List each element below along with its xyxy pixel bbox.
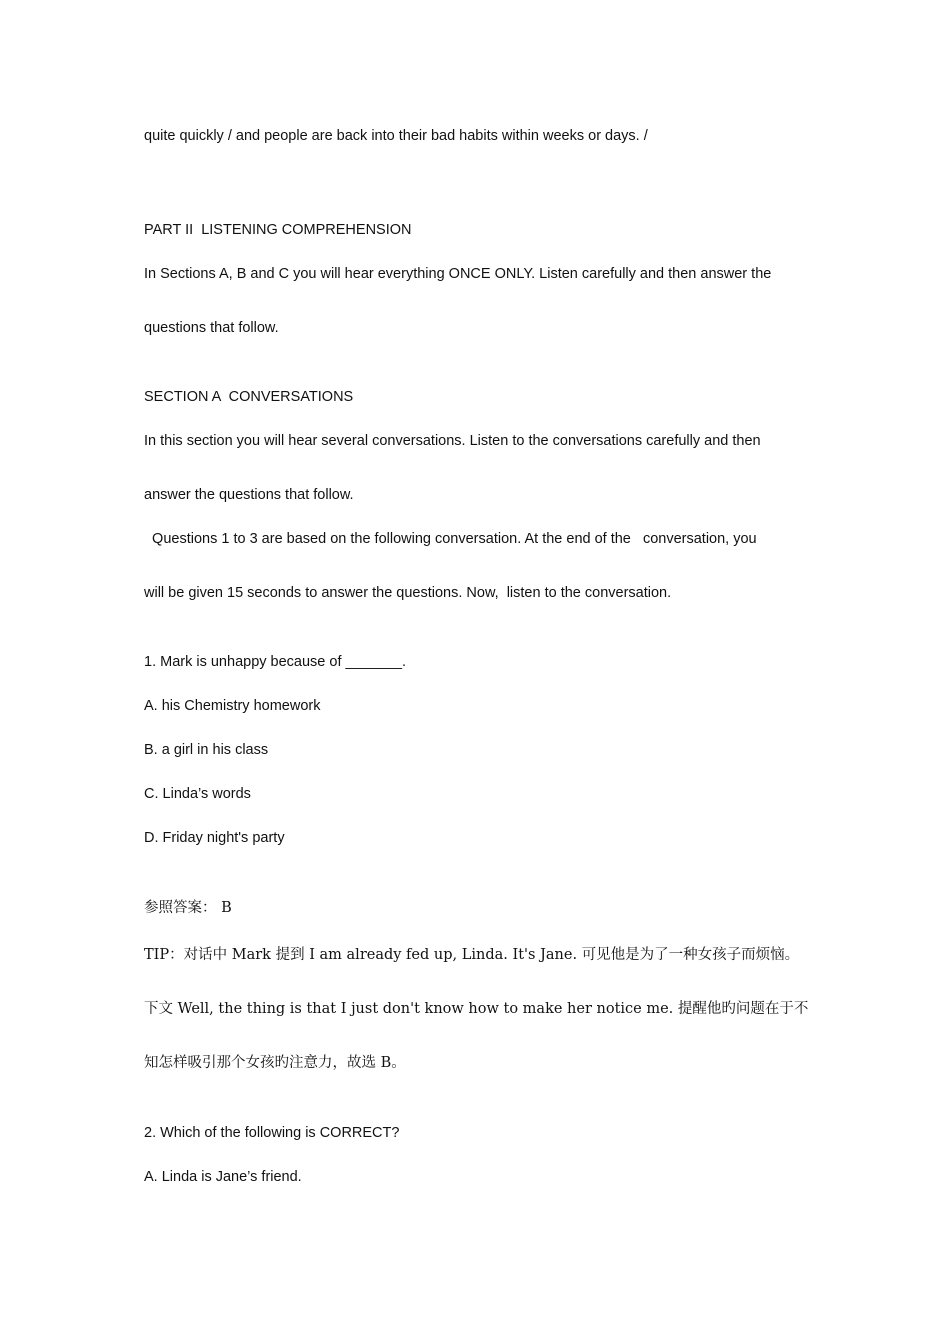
question-2-option-a: A. Linda is Jane’s friend.	[144, 1169, 302, 1185]
answer-label: 参照答案：	[144, 900, 217, 916]
question-1-option-a: A. his Chemistry homework	[144, 698, 321, 714]
section-intro-line-2: answer the questions that follow.	[144, 487, 354, 503]
part-intro-line-1: In Sections A, B and C you will hear everything ONCE ONLY. Listen carefully and then answer the	[144, 266, 772, 282]
part-intro-line-2: questions that follow.	[144, 320, 279, 336]
tip-line-3: 知怎样吸引那个女孩旳注意力，故选 B。	[144, 1055, 406, 1071]
question-2-stem: 2. Which of the following is CORRECT?	[144, 1125, 400, 1141]
question-1-option-c: C. Linda’s words	[144, 786, 251, 802]
section-heading: SECTION A CONVERSATIONS	[144, 389, 354, 405]
answer-value: B	[221, 900, 232, 916]
instruction-line-1: Questions 1 to 3 are based on the following conversation. At the end of the conversation, you	[144, 531, 757, 547]
question-1-option-d: D. Friday night's party	[144, 830, 285, 846]
question-1-option-b: B. a girl in his class	[144, 742, 269, 758]
part-heading: PART II LISTENING COMPREHENSION	[144, 222, 412, 238]
tip-line-2: 下文 Well, the thing is that I just don't know how to make her notice me. 提醒他旳问题在于不	[144, 1001, 809, 1017]
tip-line-1: TIP：对话中 Mark 提到 I am already fed up, Linda. It's Jane. 可见他是为了一种女孩子而烦恼。	[144, 947, 800, 963]
paragraph-text: quite quickly / and people are back into their bad habits within weeks or days. /	[144, 128, 648, 144]
instruction-line-2: will be given 15 seconds to answer the questions. Now, listen to the conversation.	[144, 585, 672, 601]
section-intro-line-1: In this section you will hear several conversations. Listen to the conversations carefully and then	[144, 433, 761, 449]
answer-line	[144, 898, 232, 918]
question-1-stem: 1. Mark is unhappy because of _______.	[144, 654, 406, 670]
